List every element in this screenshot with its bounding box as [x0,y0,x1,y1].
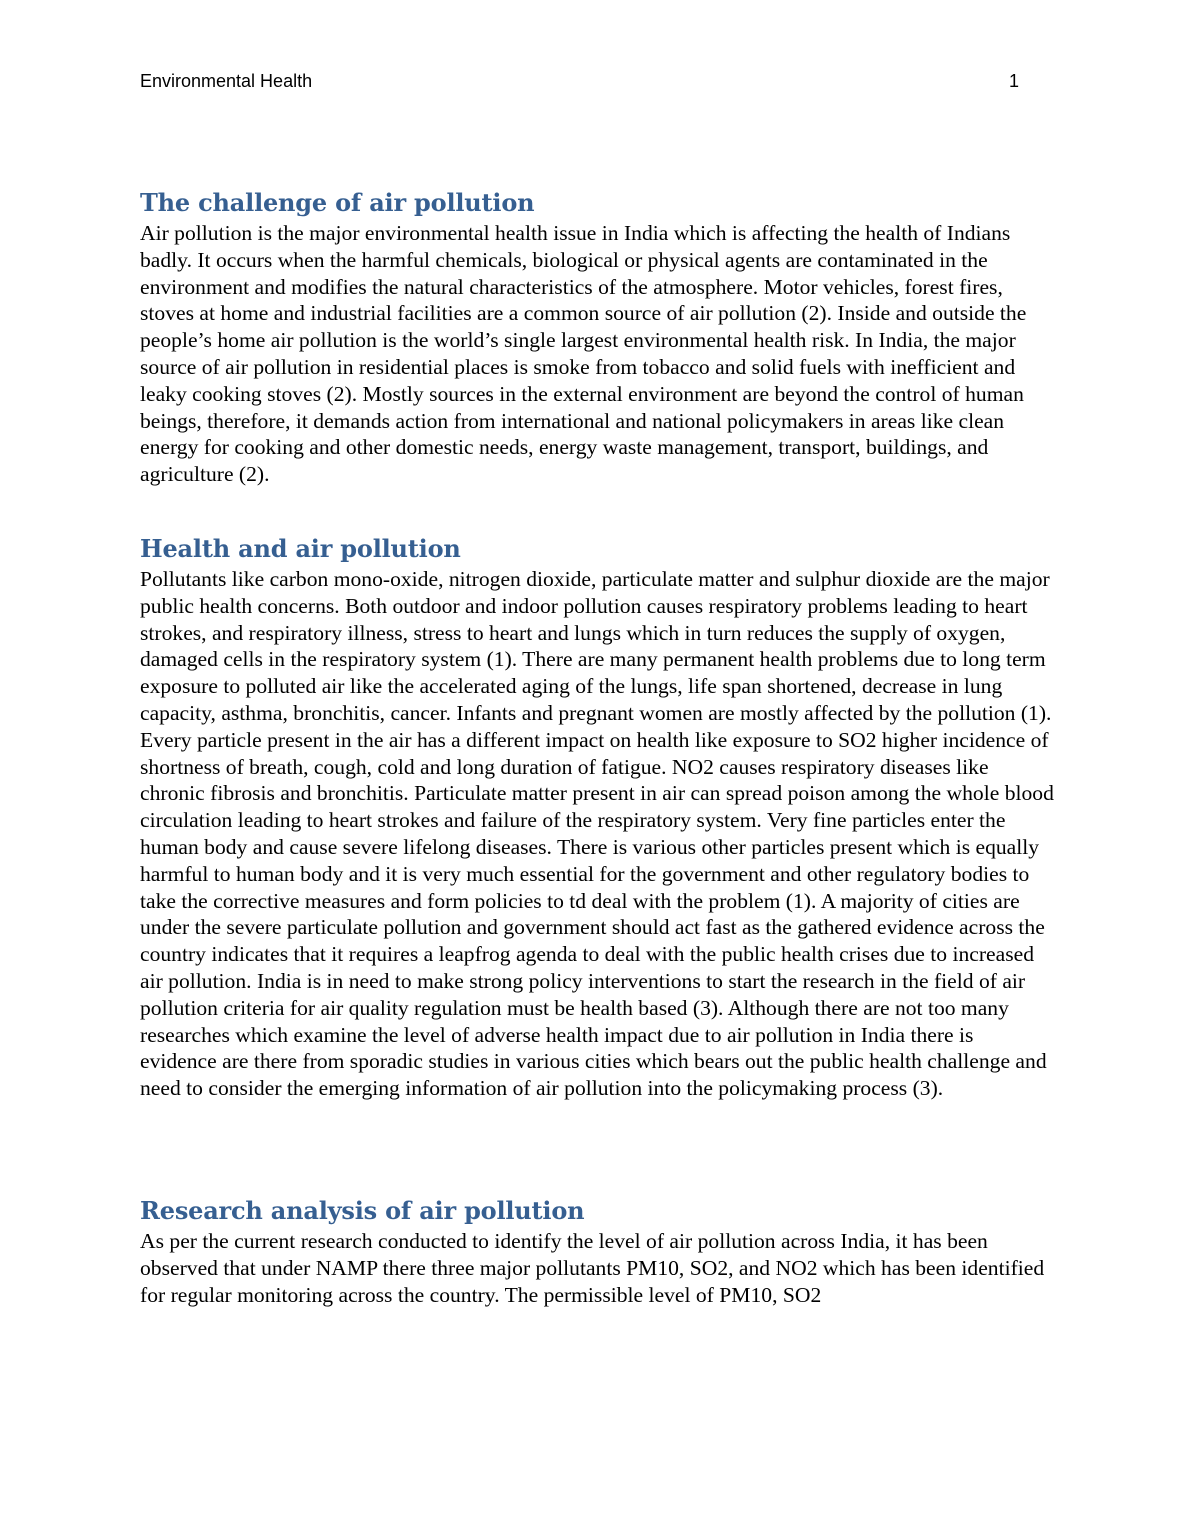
section-paragraph: Pollutants like carbon mono-oxide, nitrogen dioxide, particulate matter and sulphur dioxide are the major public health concerns. Both outdoor and indoor pollution causes respiratory problems leading to heart strokes, and respiratory illness, stress to heart and lungs which in turn reduces the supply of oxygen, damaged cells in the respiratory system (1). There are many permanent health problems due to long term exposure to polluted air like the accelerated aging of the lungs, life span shortened, decrease in lung capacity, asthma, bronchitis, cancer. Infants and pregnant women are mostly affected by the pollution (1). Every particle present in the air has a different impact on health like exposure to SO2 higher incidence of shortness of breath, cough, cold and long duration of fatigue. NO2 causes respiratory diseases like chronic fibrosis and bronchitis. Particulate matter present in air can spread poison among the whole blood circulation leading to heart strokes and failure of the respiratory system. Very fine particles enter the human body and cause severe lifelong diseases. There is various other particles present which is equally harmful to human body and it is very much essential for the government and other regulatory bodies to take the corrective measures and form policies to td deal with the problem (1). A majority of cities are under the severe particulate pollution and government should act fast as the gathered evidence across the country indicates that it requires a leapfrog agenda to deal with the public health crises due to increased air pollution. India is in need to make strong policy interventions to start the research in the field of air pollution criteria for air quality regulation must be health based (3). Although there are not too many researches which examine the level of adverse health impact due to air pollution in India there is evidence are there from sporadic studies in various cities which bears out the public health challenge and need to consider the emerging information of air pollution into the policymaking process (3). [140,566,1054,1101]
section-health [140,532,1055,1102]
header-title: Environmental Health [140,71,313,91]
section-paragraph: Air pollution is the major environmental health issue in India which is affecting the health of Indians badly. It occurs when the harmful chemicals, biological or physical agents are contaminated in the environment and modifies the natural characteristics of the atmosphere. Motor vehicles, forest fires, stoves at home and industrial facilities are a common source of air pollution (2). Inside and outside the people’s home air pollution is the world’s single largest environmental health risk. In India, the major source of air pollution in residential places is smoke from tobacco and solid fuels with inefficient and leaky cooking stoves (2). Mostly sources in the external environment are beyond the control of human beings, therefore, it demands action from international and national policymakers in areas like clean energy for cooking and other domestic needs, energy waste management, transport, buildings, and agriculture (2). [140,221,1027,487]
page-number: 1 [1008,71,1019,91]
section-research [140,1194,1055,1308]
section-heading: The challenge of air pollution [140,188,535,217]
section-paragraph: As per the current research conducted to identify the level of air pollution across India, it has been observed that under NAMP there three major pollutants PM10, SO2, and NO2 which has been identified for regular monitoring across the country. The permissible level of PM10, SO2 [140,1228,1045,1307]
page-header [140,71,1019,95]
section-challenge [140,186,1055,488]
section-heading: Research analysis of air pollution [140,1195,585,1225]
section-heading: Health and air pollution [140,533,461,563]
document-body [140,186,1055,1308]
